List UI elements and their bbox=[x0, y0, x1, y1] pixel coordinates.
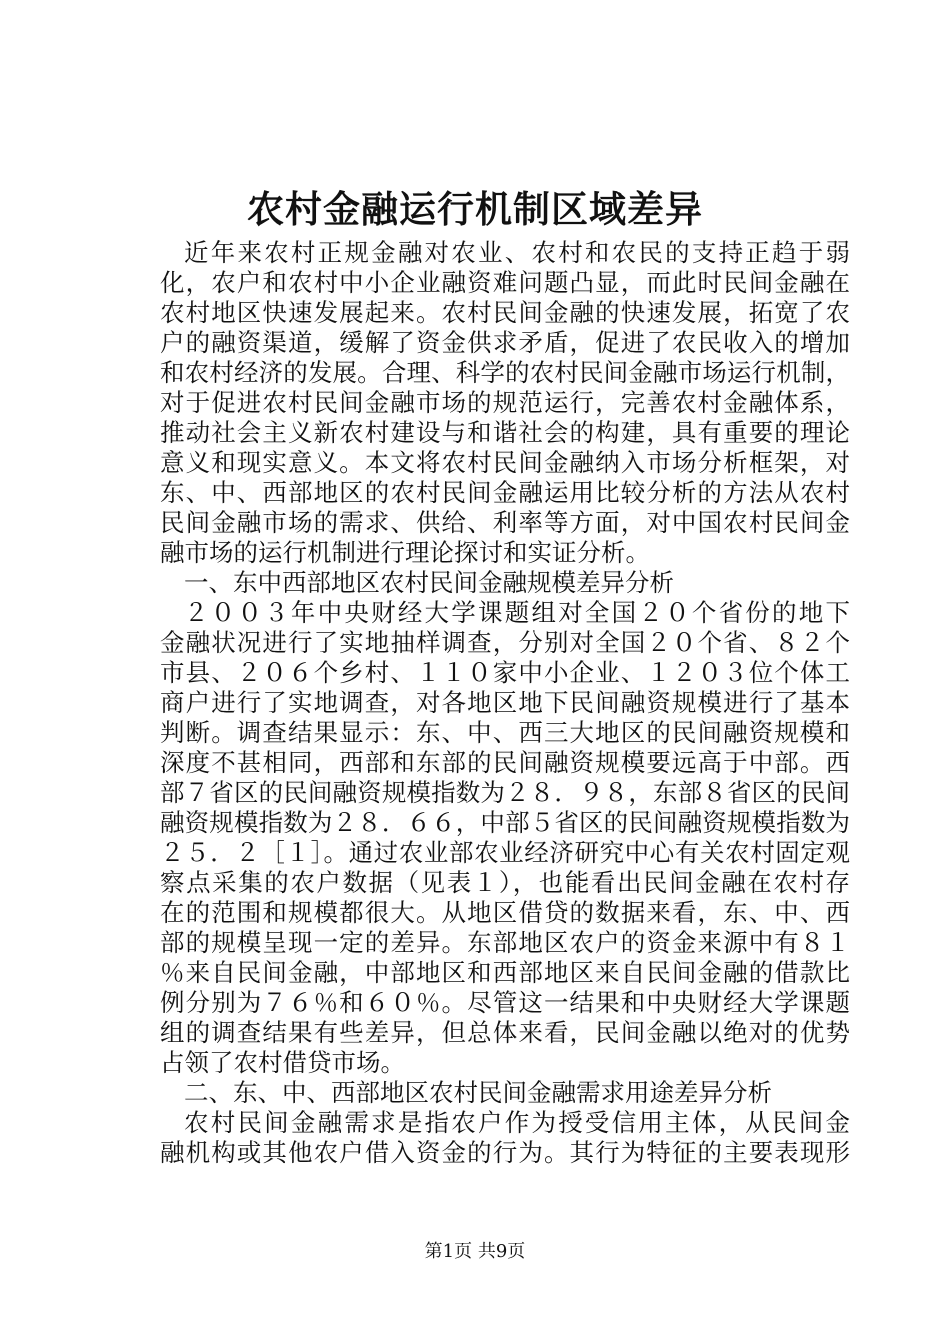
paragraph-line: 融资规模指数为２８．６６，中部５省区的民间融资规模指数为 bbox=[160, 808, 850, 837]
paragraph-line: 融机构或其他农户借入资金的行为。其行为特征的主要表现形 bbox=[160, 1138, 850, 1167]
paragraph-line: 近年来农村正规金融对农业、农村和农民的支持正趋于弱 bbox=[184, 238, 850, 267]
paragraph-line: 在的范围和规模都很大。从地区借贷的数据来看，东、中、西 bbox=[160, 898, 850, 927]
paragraph-line: 市县、２０６个乡村、１１０家中小企业、１２０３位个体工 bbox=[160, 658, 850, 687]
paragraph-line: 组的调查结果有些差异，但总体来看，民间金融以绝对的优势 bbox=[160, 1018, 850, 1047]
paragraph-line: 部７省区的民间融资规模指数为２８．９８，东部８省区的民间 bbox=[160, 778, 850, 807]
paragraph-line: 户的融资渠道，缓解了资金供求矛盾，促进了农民收入的增加 bbox=[160, 328, 850, 357]
paragraph-line: 融市场的运行机制进行理论探讨和实证分析。 bbox=[160, 538, 650, 567]
paragraph-line: ％来自民间金融，中部地区和西部地区来自民间金融的借款比 bbox=[160, 958, 850, 987]
document-title: 农村金融运行机制区域差异 bbox=[247, 187, 703, 231]
paragraph-line: ２５．２［１］。通过农业部农业经济研究中心有关农村固定观 bbox=[160, 838, 850, 867]
paragraph-line: 例分别为７６％和６０％。尽管这一结果和中央财经大学课题 bbox=[160, 988, 850, 1017]
document-body bbox=[160, 238, 850, 1168]
paragraph-line: 民间金融市场的需求、供给、利率等方面，对中国农村民间金 bbox=[160, 508, 850, 537]
paragraph-line: 推动社会主义新农村建设与和谐社会的构建，具有重要的理论 bbox=[160, 418, 850, 447]
paragraph-line: 对于促进农村民间金融市场的规范运行，完善农村金融体系， bbox=[160, 388, 850, 417]
paragraph-line: 商户进行了实地调查，对各地区地下民间融资规模进行了基本 bbox=[160, 688, 850, 717]
paragraph-line: 深度不甚相同，西部和东部的民间融资规模要远高于中部。西 bbox=[160, 748, 850, 777]
paragraph-line: ２００３年中央财经大学课题组对全国２０个省份的地下 bbox=[184, 598, 850, 627]
paragraph-line: 意义和现实意义。本文将农村民间金融纳入市场分析框架，对 bbox=[160, 448, 850, 477]
paragraph-line: 东、中、西部地区的农村民间金融运用比较分析的方法从农村 bbox=[160, 478, 850, 507]
page-footer: 第1页 共9页 bbox=[424, 1241, 526, 1262]
paragraph-line: 和农村经济的发展。合理、科学的农村民间金融市场运行机制， bbox=[160, 358, 850, 387]
paragraph-line: 察点采集的农户数据（见表１），也能看出民间金融在农村存 bbox=[160, 868, 850, 897]
paragraph-line: 占领了农村借贷市场。 bbox=[160, 1048, 405, 1077]
section-heading: 一、东中西部地区农村民间金融规模差异分析 bbox=[184, 568, 674, 597]
paragraph-line: 化，农户和农村中小企业融资难问题凸显，而此时民间金融在 bbox=[160, 268, 850, 297]
paragraph-line: 金融状况进行了实地抽样调查，分别对全国２０个省、８２个 bbox=[160, 628, 850, 657]
paragraph-line: 部的规模呈现一定的差异。东部地区农户的资金来源中有８１ bbox=[160, 928, 850, 957]
paragraph-line: 农村地区快速发展起来。农村民间金融的快速发展，拓宽了农 bbox=[160, 298, 850, 327]
paragraph-line: 判断。调查结果显示：东、中、西三大地区的民间融资规模和 bbox=[160, 718, 850, 747]
paragraph-line: 农村民间金融需求是指农户作为授受信用主体，从民间金 bbox=[184, 1108, 850, 1137]
section-heading: 二、东、中、西部地区农村民间金融需求用途差异分析 bbox=[184, 1078, 772, 1107]
